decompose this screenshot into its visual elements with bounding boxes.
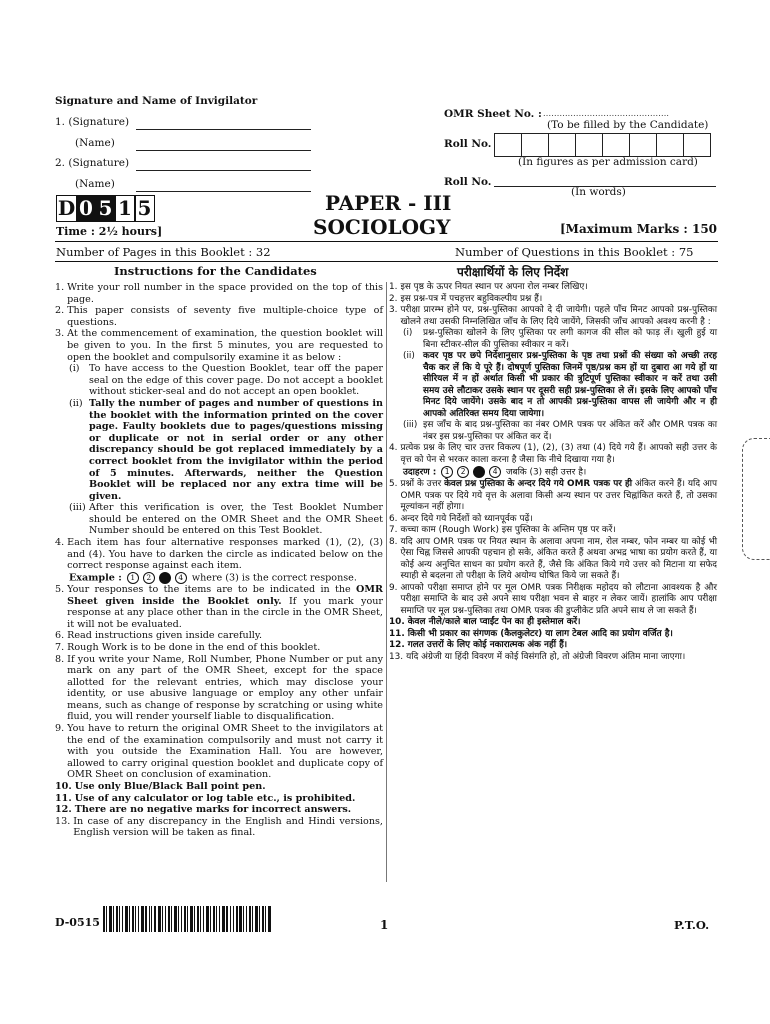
- seal-perforation[interactable]: [742, 438, 770, 560]
- invigilator-2-name-line[interactable]: [136, 191, 311, 192]
- pages-count: Number of Pages in this Booklet : 32: [56, 245, 271, 259]
- divider: [55, 241, 718, 242]
- invigilator-1-name-label: (Name): [75, 137, 115, 149]
- list-item: 9. आपको परीक्षा समाप्त होने पर मूल OMR पत्रक निरीक्षक महोदय को लौटाना आवश्यक है और परीक्षा समाप्ति के बाद उसे अपने साथ परीक्षा भवन से बाहर न लेकर जायें। हालांकि आप परीक्षा समाप्ति पर मूल प्रश्न-पुस्तिका तथा OMR पत्रक की डुप्लीकेट प्रति अपने साथ ले जा सकते हैं।: [389, 582, 717, 616]
- invigilator-2-signature-label: 2. (Signature): [55, 157, 130, 169]
- list-item: 1. Write your roll number in the space provided on the top of this page.: [55, 282, 383, 305]
- option-bubble: 1: [127, 572, 139, 584]
- list-subitem: (i) To have access to the Question Booklet, tear off the paper seal on the edge of this cover page. Do not accept a booklet without sticker-seal and do not accept an open booklet.: [69, 363, 383, 398]
- list-item: 6. अन्दर दिये गये निर्देशों को ध्यानपूर्वक पढ़ें।: [389, 513, 533, 524]
- booklet-code: [56, 195, 154, 222]
- invigilator-2-name-label: (Name): [75, 178, 115, 190]
- roll-digit-box[interactable]: [494, 133, 522, 157]
- roll-digit-box[interactable]: [629, 133, 657, 157]
- english-instructions-heading: Instructions for the Candidates: [114, 264, 317, 278]
- list-subitem: (iii) इस जाँच के बाद प्रश्न-पुस्तिका का नंबर OMR पत्रक पर अंकित करें और OMR पत्रक का नंबर इस प्रश्न-पुस्तिका पर अंकित कर दें।: [403, 420, 717, 442]
- roll-no-words-label: Roll No.: [444, 176, 492, 188]
- list-item: 7. कच्चा काम (Rough Work) इस पुस्तिका के अन्तिम पृष्ठ पर करें।: [389, 525, 616, 535]
- option-bubble-filled: [159, 572, 171, 584]
- option-bubble: 1: [441, 466, 453, 478]
- roll-digit-box[interactable]: [602, 133, 630, 157]
- list-subitem: (ii) कवर पृष्ठ पर छपे निर्देशानुसार प्रश्न-पुस्तिका के पृष्ठ तथा प्रश्नों की संख्या को अच्छी तरह चैक कर लें कि ये पूरे हैं। दोषपूर्ण पुस्तिका जिनमें पृष्ठ/प्रश्न कम हों या दुबारा आ गये हों या सीरियल में न हों अर्थात किसी भी प्रकार की त्रुटिपूर्ण पुस्तिका स्वीकार न करें तथा उसी समय उसे लौटाकर उसके स्थान पर दूसरी सही प्रश्न-पुस्तिका ले लें। इसके लिए आपको पाँच मिनट दिये जायेंगे। उसके बाद न तो आपकी प्रश्न-पुस्तिका वापस ली जायेगी और न ही आपको अतिरिक्त समय दिया जायेगा।: [403, 351, 717, 419]
- list-item: 7. Rough Work is to be done in the end of this booklet.: [55, 641, 321, 653]
- roll-digit-box[interactable]: [548, 133, 576, 157]
- paper-title: PAPER - III: [325, 191, 452, 215]
- option-bubble: 4: [175, 572, 187, 584]
- list-item: 10. Use only Blue/Black Ball point pen.: [55, 781, 266, 793]
- time-allowed: Time : 2½ hours]: [56, 225, 163, 238]
- example-label: उदाहरण :: [403, 467, 437, 478]
- subject-title: SOCIOLOGY: [313, 215, 451, 239]
- barcode: [103, 906, 273, 932]
- list-item: 13. यदि अंग्रेजी या हिंदी विवरण में कोई विसंगति हो, तो अंग्रेजी विवरण अंतिम माना जाएगा।: [389, 651, 686, 662]
- roll-no-label: Roll No.: [444, 138, 492, 150]
- hindi-instructions: [389, 282, 717, 663]
- invigilator-1-signature-label: 1. (Signature): [55, 116, 130, 128]
- list-item: 3. परीक्षा प्रारम्भ होने पर, प्रश्न-पुस्तिका आपको दे दी जायेगी। पहले पाँच मिनट आपको प्रश्न-पुस्तिका खोलने तथा उसकी निम्नलिखित जाँच के लिए दिये जायेंगे, जिसकी जाँच आपको अवश्य करनी है :: [389, 305, 717, 327]
- list-item: 12. There are no negative marks for incorrect answers.: [55, 804, 352, 816]
- booklet-code-digit: 1: [115, 195, 136, 222]
- invigilator-1-name-line[interactable]: [136, 150, 311, 151]
- list-item: 8. If you write your Name, Roll Number, Phone Number or put any mark on any part of the OMR Sheet, except for the space allotted for the relevant entries, which may disclose your identity, or use abusive language or employ any other unfair means, such as change of response by scratching or using white fluid, you will render yourself liable to disqualification.: [55, 653, 383, 723]
- page-number: 1: [380, 918, 389, 932]
- list-item: 11. Use of any calculator or log table etc., is prohibited.: [55, 792, 356, 804]
- booklet-code-digit: 5: [95, 195, 116, 222]
- list-subitem: (iii) After this verification is over, the Test Booklet Number should be entered on the OMR Sheet and the OMR Sheet Number should be entered on this Test Booklet.: [69, 502, 383, 537]
- list-item: 13. In case of any discrepancy in the English and Hindi versions, English version will be taken as final.: [55, 815, 383, 839]
- example-note: where (3) is the correct response.: [191, 572, 357, 584]
- roll-no-hint: (In figures as per admission card): [518, 156, 698, 168]
- omr-sheet-label: OMR Sheet No. :: [444, 108, 542, 120]
- roll-digit-box[interactable]: [575, 133, 603, 157]
- omr-sheet-field[interactable]: ..............................................: [543, 109, 670, 118]
- option-bubble-filled: [473, 466, 485, 478]
- footer-code: D-0515: [55, 916, 100, 929]
- please-turn-over: P.T.O.: [674, 918, 710, 932]
- hindi-instructions-heading: परीक्षार्थियों के लिए निर्देश: [457, 265, 569, 279]
- invigilator-heading: Signature and Name of Invigilator: [55, 95, 258, 107]
- list-item: 5. प्रश्नों के उत्तर केवल प्रश्न पुस्तिका के अन्दर दिये गये OMR पत्रक पर ही अंकित करने हैं। यदि आप OMR पत्रक पर दिये गये वृत्त के अलावा किसी अन्य स्थान पर उत्तर चिह्नांकित करते हैं, तो उसका मूल्यांकन नहीं होगा।: [389, 479, 717, 512]
- omr-sheet-hint: (To be filled by the Candidate): [547, 119, 709, 131]
- list-item: 1. इस पृष्ठ के ऊपर नियत स्थान पर अपना रोल नम्बर लिखिए।: [389, 282, 588, 292]
- invigilator-1-signature-line[interactable]: [136, 129, 311, 130]
- example-row: [403, 466, 717, 479]
- list-item: 9. You have to return the original OMR Sheet to the invigilators at the end of the examination compulsorily and must not carry it with you outside the Examination Hall. You are however, allowed to carry original question booklet and duplicate copy of OMR Sheet on conclusion of examination.: [55, 723, 383, 781]
- list-item: 12. गलत उत्तरों के लिए कोई नकारात्मक अंक नहीं हैं।: [389, 640, 568, 650]
- booklet-code-digit: 5: [134, 195, 155, 222]
- list-item: 2. This paper consists of seventy five multiple-choice type of questions.: [55, 305, 383, 328]
- list-item: 2. इस प्रश्न-पत्र में पचहत्तर बहुविकल्पीय प्रश्न हैं।: [389, 293, 543, 304]
- column-divider: [386, 282, 387, 882]
- example-note: जबकि (3) सही उत्तर है।: [505, 467, 587, 478]
- booklet-code-letter: D: [57, 196, 76, 220]
- questions-count: Number of Questions in this Booklet : 75: [455, 245, 694, 259]
- booklet-code-digit: 0: [76, 195, 97, 222]
- list-item: 8. यदि आप OMR पत्रक पर नियत स्थान के अलावा अपना नाम, रोल नम्बर, फोन नम्बर या कोई भी ऐसा चिह्न जिससे आपकी पहचान हो सके, अंकित करते हैं अथवा अभद्र भाषा का प्रयोग करते हैं, या कोई अन्य अनुचित साधन का प्रयोग करते हैं, जैसे कि अंकित किये गये उत्तर को मिटाना या सफेद स्याही से बदलना तो परीक्षा के लिये अयोग्य घोषित किये जा सकते हैं।: [389, 536, 717, 581]
- list-item: 4. Each item has four alternative responses marked (1), (2), (3) and (4). You have to darken the circle as indicated below on the correct response against each item.: [55, 537, 383, 572]
- option-bubble: 2: [143, 572, 155, 584]
- list-subitem: (ii) Tally the number of pages and number of questions in the booklet with the information printed on the cover page. Faulty booklets due to pages/questions missing or duplicate or not in serial order or any other discrepancy should be got replaced immediately by a correct booklet from the invigilator within the period of 5 minutes. Afterwards, neither the Question Booklet will be replaced nor any extra time will be given.: [69, 397, 383, 502]
- english-instructions: [55, 282, 383, 839]
- divider: [55, 261, 718, 262]
- list-item: 10. केवल नीले/काले बाल प्वाईंट पेन का ही इस्तेमाल करें।: [389, 617, 581, 627]
- list-item: 5. Your responses to the items are to be indicated in the OMR Sheet given inside the Booklet only. If you mark your response at any place other than in the circle in the OMR Sheet, it will not be evaluated.: [55, 583, 383, 630]
- roll-no-words-hint: (In words): [571, 186, 626, 198]
- roll-digit-box[interactable]: [521, 133, 549, 157]
- maximum-marks: [Maximum Marks : 150: [560, 222, 718, 236]
- option-bubble: 2: [457, 466, 469, 478]
- list-item: 3. At the commencement of examination, the question booklet will be given to you. In the first 5 minutes, you are requested to open the booklet and compulsorily examine it as below :: [55, 328, 383, 363]
- example-label: Example :: [69, 572, 122, 584]
- list-item: 4. प्रत्येक प्रश्न के लिए चार उत्तर विकल्प (1), (2), (3) तथा (4) दिये गये हैं। आपको सही उत्तर के वृत्त को पेन से भरकर काला करना है जैसा कि नीचे दिखाया गया है।: [389, 443, 717, 465]
- list-item: 11. किसी भी प्रकार का संगणक (कैलकुलेटर) या लाग टेबल आदि का प्रयोग वर्जित है।: [389, 628, 673, 639]
- example-row: [69, 572, 383, 584]
- list-item: 6. Read instructions given inside carefully.: [55, 630, 263, 642]
- roll-no-boxes[interactable]: [494, 133, 716, 157]
- list-subitem: (i) प्रश्न-पुस्तिका खोलने के लिए पुस्तिका पर लगी कागज की सील को फाड़ लें। खुली हुई या बिना स्टीकर-सील की पुस्तिका स्वीकार न करें।: [403, 328, 717, 350]
- roll-digit-box[interactable]: [683, 133, 711, 157]
- roll-digit-box[interactable]: [656, 133, 684, 157]
- invigilator-2-signature-line[interactable]: [136, 170, 311, 171]
- option-bubble: 4: [489, 466, 501, 478]
